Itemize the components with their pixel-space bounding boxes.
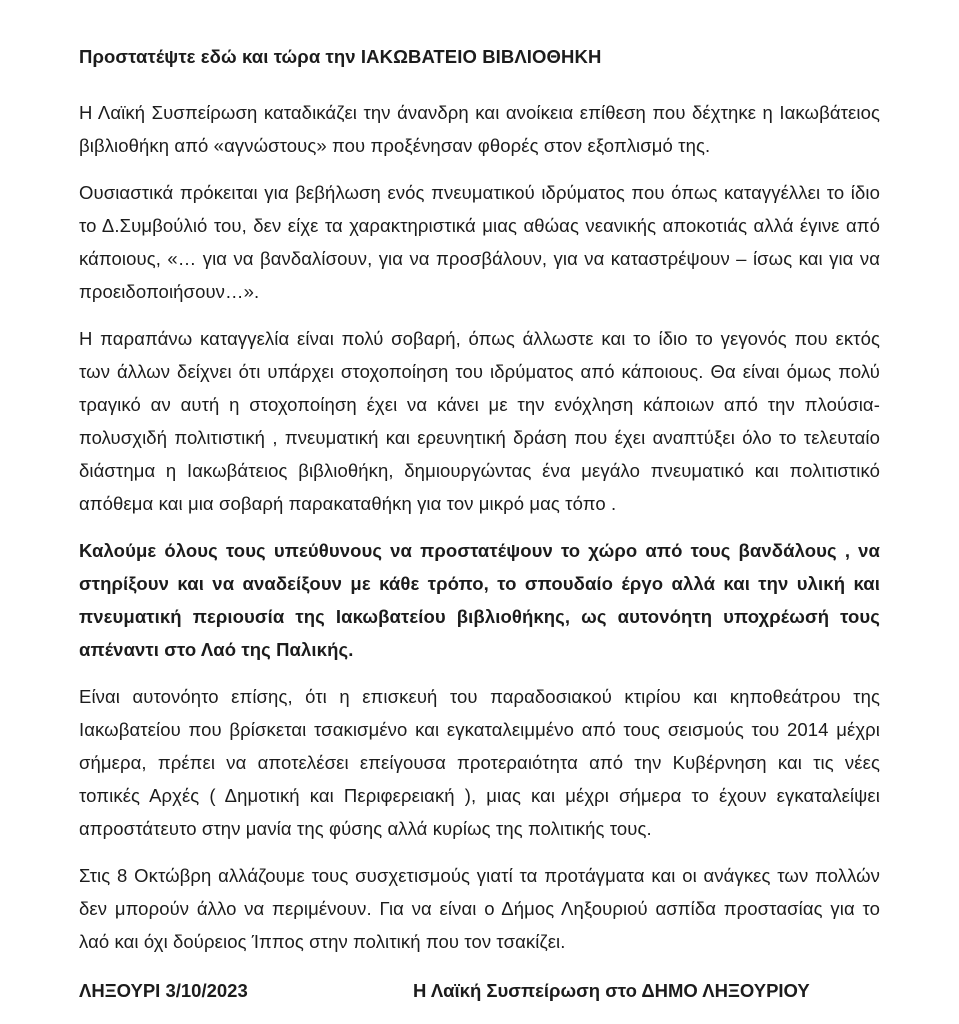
paragraph-desecration: Ουσιαστικά πρόκειται για βεβήλωση ενός πνευματικού ιδρύματος που όπως καταγγέλλει το ίδιο το Δ.Συμβούλιό του, δεν είχε τα χαρακτηριστικά μιας αθώας νεανικής αποκοτιάς αλλά έγινε από κάποιους, «… για να βανδαλίσουν, για να προσβάλουν, για να καταστρέψουν – ίσως και για να προειδοποιήσουν…». — [79, 182, 880, 302]
paragraph-condemnation: Η Λαϊκή Συσπείρωση καταδικάζει την άνανδρη και ανοίκεια επίθεση που δέχτηκε η Ιακωβάτειος βιβλιοθήκη από «αγνώστους» που προξένησαν φθορές στον εξοπλισμό της. — [79, 102, 880, 156]
paragraph-october-8: Στις 8 Οκτώβρη αλλάζουμε τους συσχετισμούς γιατί τα προτάγματα και οι ανάγκες των πολλών δεν μπορούν άλλο να περιμένουν. Για να είναι ο Δήμος Ληξουριού ασπίδα προστασίας για το λαό και όχι δούρειος Ίππος στην πολιτική που τον τσακίζει. — [79, 865, 880, 952]
paragraph-building-repair: Είναι αυτονόητο επίσης, ότι η επισκευή του παραδοσιακού κτιρίου και κηποθεάτρου της Ιακωβατείου που βρίσκεται τσακισμένο και εγκαταλειμμένο από τους σεισμούς του 2014 μέχρι σήμερα, πρέπει να αποτελέσει επείγουσα προτεραιότητα από την Κυβέρνηση και τις νέες τοπικές Αρχές ( Δημοτική και Περιφερειακή ), μιας και μέχρι σήμερα το έχουν εγκαταλείψει απροστάτευτο στην μανία της φύσης αλλά κυρίως της πολιτικής τους. — [79, 686, 880, 839]
footer-place-date: ΛΗΞΟΥΡΙ 3/10/2023 — [79, 980, 248, 1001]
footer-signature: Η Λαϊκή Συσπείρωση στο ΔΗΜΟ ΛΗΞΟΥΡΙΟΥ — [413, 980, 810, 1001]
document-footer — [79, 976, 880, 1006]
paragraph-accusation-seriousness: Η παραπάνω καταγγελία είναι πολύ σοβαρή, όπως άλλωστε και το ίδιο το γεγονός που εκτός των άλλων δείχνει ότι υπάρχει στοχοποίηση του ιδρύματος από κάποιους. Θα είναι όμως πολύ τραγικό αν αυτή η στοχοποίηση έχει να κάνει με την ενόχληση κάποιων από την πλούσια-πολυσχιδή πολιτιστική , πνευματική και ερευνητική δράση που έχει αναπτύξει όλο το τελευταίο διάστημα η Ιακωβάτειος βιβλιοθήκη, δημιουργώντας ένα μεγάλο πνευματικό και πολιτιστικό απόθεμα και μια σοβαρή παρακαταθήκη για τον μικρό μας τόπο . — [79, 328, 880, 514]
document-title: Προστατέψτε εδώ και τώρα την ΙΑΚΩΒΑΤΕΙΟ ΒΙΒΛΙΟΘΗΚΗ — [79, 46, 602, 67]
paragraph-call-to-action: Καλούμε όλους τους υπεύθυνους να προστατέψουν το χώρο από τους βανδάλους , να στηρίξουν και να αναδείξουν με κάθε τρόπο, το σπουδαίο έργο αλλά και την υλική και πνευματική περιουσία της Ιακωβατείου βιβλιοθήκης, ως αυτονόητη υποχρέωσή τους απέναντι στο Λαό της Παλικής. — [79, 540, 880, 660]
